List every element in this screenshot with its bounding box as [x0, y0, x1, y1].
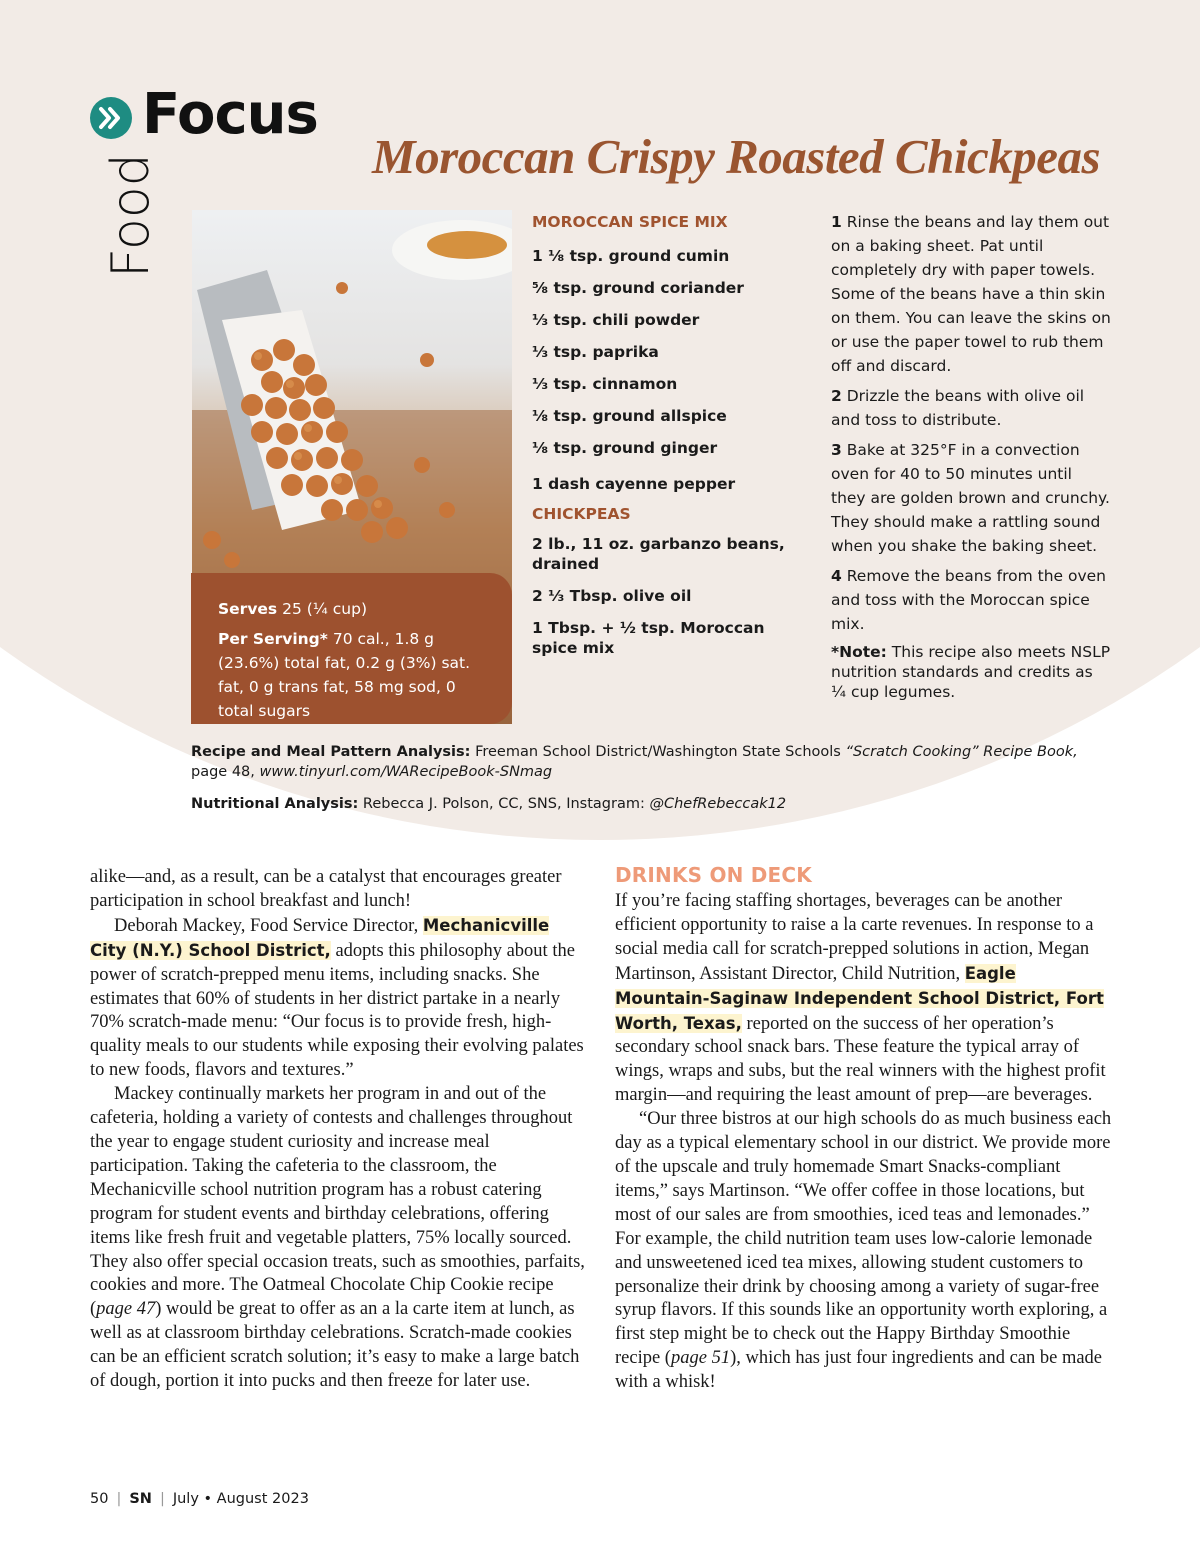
section-food-word: Food — [101, 153, 161, 278]
step-number: 1 — [831, 213, 842, 231]
analysis-label: Recipe and Meal Pattern Analysis: — [191, 744, 471, 760]
serves-value: 25 (¼ cup) — [282, 600, 367, 618]
paragraph-text: Deborah Mackey, Food Service Director, — [114, 915, 419, 936]
ingredient-item: ⅓ tsp. chili powder — [532, 311, 700, 329]
ingredient-item: ⅛ tsp. ground allspice — [532, 407, 727, 425]
section-focus-word: Focus — [142, 82, 318, 147]
step-text: Bake at 325°F in a convection oven for 40 to 50 minutes until they are golden brown and crunchy. They should make a rattling sound when you shake the baking sheet. — [831, 441, 1110, 555]
ingredient-item: 2 lb., 11 oz. garbanzo beans, drained — [532, 535, 785, 573]
highlighted-district: Mechanicville City (N.Y.) School District, — [90, 915, 550, 960]
article-left-column — [90, 866, 590, 1394]
step-text: Remove the beans from the oven and toss with the Moroccan spice mix. — [831, 567, 1107, 633]
serves-line — [218, 597, 494, 621]
ingredient-item: 1 Tbsp. + ½ tsp. Moroccan spice mix — [532, 619, 765, 657]
per-serving-line — [218, 627, 494, 723]
ingredient-item: 1 dash cayenne pepper — [532, 475, 736, 493]
ingredient-item: ⅝ tsp. ground coriander — [532, 279, 744, 297]
chickpeas-heading: CHICKPEAS — [532, 505, 631, 523]
paragraph-text: Mackey continually markets her program in and out of the cafeteria, holding a variety of contests and challenges throughout the year to engage student curiosity and increase meal participation. Taking the cafeteria to the classroom, the Mechanicville school nutrition program has a robust catering program for student events and birthday celebrations, offering items like fresh fruit and vegetable platters, 75% locally sourced. They also offer special occasion treats, such as smoothies, parfaits, cookies and more. The Oatmeal Chocolate Chip Cookie recipe ( — [90, 1084, 585, 1320]
article-paragraph — [615, 1108, 1115, 1395]
ingredient-item: ⅓ tsp. cinnamon — [532, 375, 678, 393]
nutrition-credit — [191, 794, 1091, 814]
article-paragraph: alike—and, as a result, can be a catalyst that encourages greater participation in school breakfast and lunch! — [90, 867, 562, 911]
paragraph-text: ) would be great to offer as an a la carte item at lunch, as well as at classroom birthday celebrations. Scratch-made cookies can be an efficient scratch solution; it’s easy to make a large batch of dough, portion it into pucks and then freeze for later use. — [90, 1299, 580, 1392]
highlighted-district: Eagle Mountain-Saginaw Independent School District, Fort Worth, Texas, — [615, 963, 1104, 1033]
recipe-credits — [191, 742, 1091, 826]
paragraph-text: adopts this philosophy about the power of scratch-prepped menu items, including snacks. She estimates that 60% of students in her district partake in a nearly 70% scratch-made menu: “Our focus is to provide fresh, high-quality meals to our students while exposing their evolving palates to new foods, flavors and textures.” — [90, 940, 584, 1081]
spice-mix-heading: MOROCCAN SPICE MIX — [532, 213, 728, 231]
paragraph-text: reported on the success of her operation’s secondary school snack bars. These feature the typical array of wings, wraps and subs, but the real winners with the highest profit margin—and requiring the least amount of prep—are beverages. — [615, 1013, 1106, 1106]
nutrition-text: Rebecca J. Polson, CC, SNS, Instagram: — [362, 796, 645, 812]
page-footer: 50 | SN | July • August 2023 — [90, 1491, 309, 1507]
step-number: 2 — [831, 387, 842, 405]
ingredient-item: ⅓ tsp. paprika — [532, 343, 659, 361]
direction-step — [831, 210, 1111, 378]
nutrition-label: Nutritional Analysis: — [191, 796, 359, 812]
nutrition-handle: @ChefRebeccak12 — [649, 796, 787, 812]
paragraph-text: “Our three bistros at our high schools do as much business each day as a typical elementary school in our district. We provide more of the upscale and truly homemade Smart Snacks-compliant items,” says Martinson. “We offer coffee in those locations, but most of our sales are from smoothies, iced teas and lemonades.” For example, the child nutrition team uses low-calorie lemonade and unsweetened iced tea mixes, allowing student customers to personalize their drink by choosing among a variety of sugar-free syrup flavors. If this sounds like an opportunity worth exploring, a first step might be to check out the Happy Birthday Smoothie recipe ( — [615, 1109, 1112, 1369]
paragraph-text: If you’re facing staffing shortages, beverages can be another efficient opportunity to raise a la carte revenues. In response to a social media call for scratch-prepped solutions in action, Megan Martinson, Assistant Director, Child Nutrition, — [615, 891, 1094, 984]
article-paragraph — [90, 914, 590, 1083]
page-reference: page 51 — [670, 1348, 731, 1369]
article-right-column — [615, 890, 1115, 1395]
analysis-credit — [191, 742, 1091, 782]
article-paragraph — [90, 1083, 590, 1394]
recipe-title: Moroccan Crispy Roasted Chickpeas — [372, 129, 1101, 184]
note-label: *Note: — [831, 643, 887, 661]
ingredient-item: 2 ⅓ Tbsp. olive oil — [532, 587, 692, 605]
per-serving-value: 70 cal., 1.8 g (23.6%) total fat, 0.2 g (3%) sat. fat, 0 g trans fat, 58 mg sod, 0 total sugars — [218, 630, 471, 720]
issue-date: July • August 2023 — [172, 1491, 309, 1507]
drinks-heading: DRINKS ON DECK — [615, 863, 812, 887]
analysis-book: “Scratch Cooking” Recipe Book, — [845, 744, 1078, 760]
ingredients-column — [532, 210, 802, 658]
step-text: Rinse the beans and lay them out on a baking sheet. Pat until completely dry with paper towels. Some of the beans have a thin skin on them. You can leave the skins on or use the paper towel to rub them off and discard. — [831, 213, 1111, 375]
analysis-url: www.tinyurl.com/WARecipeBook-SNmag — [259, 764, 553, 780]
paragraph-text: ), which has just four ingredients and can be made with a whisk! — [615, 1348, 1103, 1393]
note-text: This recipe also meets NSLP nutrition standards and credits as ¼ cup legumes. — [831, 643, 1111, 701]
direction-step — [831, 564, 1111, 636]
double-chevron-icon — [90, 97, 132, 139]
page-number: 50 — [90, 1491, 109, 1507]
serves-label: Serves — [218, 600, 278, 618]
step-text: Drizzle the beans with olive oil and toss to distribute. — [831, 387, 1085, 429]
step-number: 3 — [831, 441, 842, 459]
ingredient-item: 1 ⅛ tsp. ground cumin — [532, 247, 730, 265]
recipe-note — [831, 642, 1111, 702]
direction-step — [831, 384, 1111, 432]
analysis-page: page 48, — [191, 764, 255, 780]
step-number: 4 — [831, 567, 842, 585]
ingredient-item: ⅛ tsp. ground ginger — [532, 439, 718, 457]
page-reference: page 47 — [96, 1299, 156, 1320]
directions-column — [831, 210, 1111, 702]
serves-box — [191, 573, 512, 724]
article-paragraph — [615, 890, 1115, 1108]
magazine-name: SN — [129, 1491, 152, 1507]
analysis-text: Freeman School District/Washington State Schools — [475, 744, 841, 760]
direction-step — [831, 438, 1111, 558]
per-serving-label: Per Serving* — [218, 630, 328, 648]
